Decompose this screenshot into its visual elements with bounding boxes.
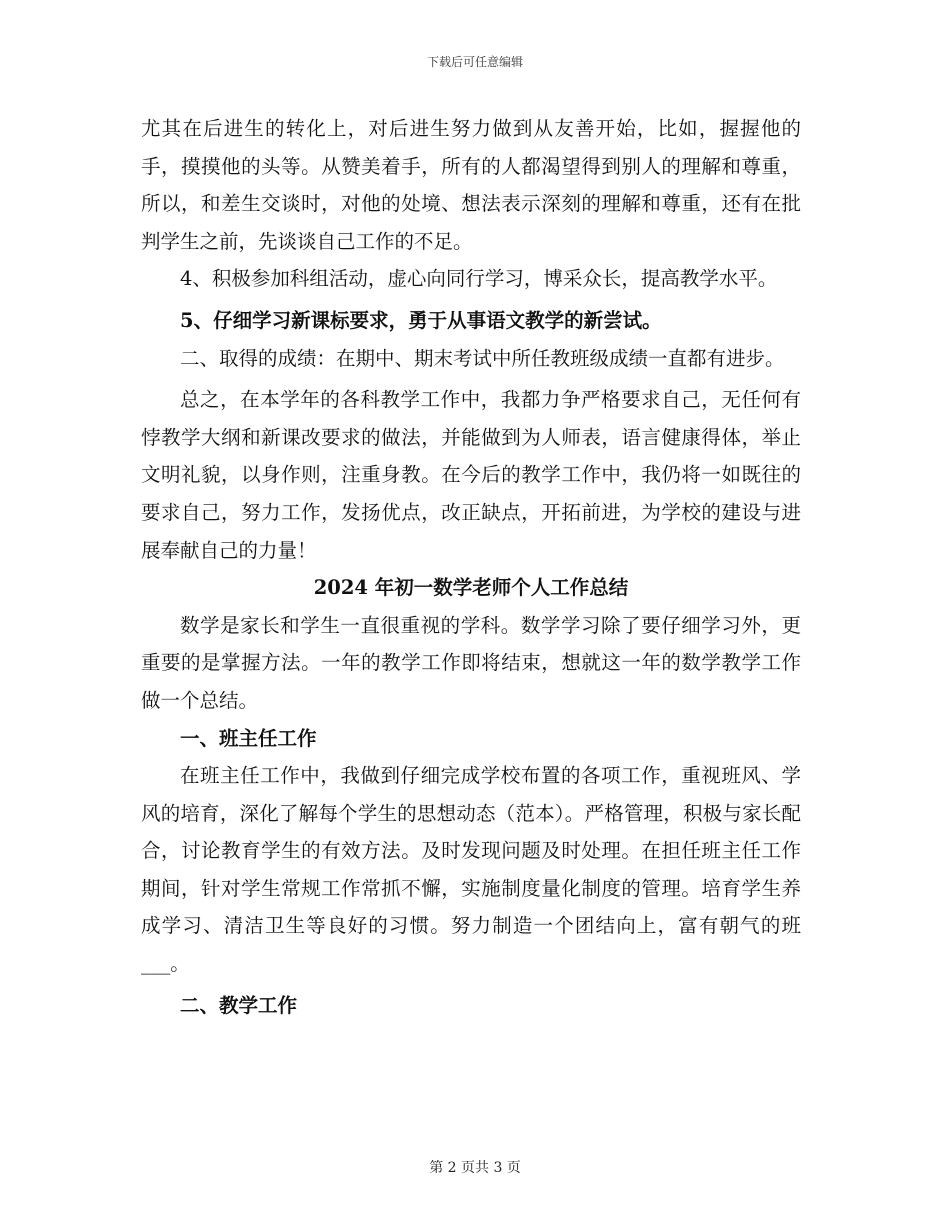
- section-title: 2024 年初一数学老师个人工作总结: [313, 576, 629, 600]
- paragraph-item-5: 5、仔细学习新课标要求，勇于从事语文教学的新尝试。: [180, 308, 662, 332]
- document-body: [141, 110, 801, 1024]
- paragraph-class-teacher: 在班主任工作中，我做到仔细完成学校布置的各项工作，重视班风、学风的培育，深化了解每个学生的思想动态（范本）。严格管理，积极与家长配合，讨论教育学生的有效方法。及时发现问题及时处理。在担任班主任工作期间，针对学生常规工作常抓不懈，实施制度量化制度的管理。培育学生养成学习、清洁卫生等良好的习惯。努力制造一个团结向上，富有朝气的班___。: [141, 764, 801, 976]
- paragraph-item-4: 4、积极参加科组活动，虚心向同行学习，博采众长，提高教学水平。: [180, 267, 778, 291]
- paragraph-transformation: 尤其在后进生的转化上，对后进生努力做到从友善开始，比如，握握他的手，摸摸他的头等。从赞美着手，所有的人都渴望得到别人的理解和尊重，所以，和差生交谈时，对他的处境、想法表示深刻的理解和尊重，还有在批判学生之前，先谈谈自己工作的不足。: [141, 117, 801, 253]
- page-footer: 第 2 页共 3 页: [429, 1160, 521, 1176]
- heading-teaching: 二、教学工作: [180, 993, 298, 1017]
- heading-class-teacher: 一、班主任工作: [180, 726, 317, 750]
- page-header: 下载后可任意编辑: [426, 55, 523, 69]
- paragraph-achievements: 二、取得的成绩：在期中、期末考试中所任教班级成绩一直都有进步。: [180, 346, 785, 370]
- paragraph-summary: 总之，在本学年的各科教学工作中，我都力争严格要求自己，无任何有悖教学大纲和新课改要求的做法，并能做到为人师表，语言健康得体，举止文明礼貌，以身作则，注重身教。在今后的教学工作中，我仍将一如既往的要求自己，努力工作，发扬优点，改正缺点，开拓前进，为学校的建设与进展奉献自己的力量！: [141, 388, 801, 562]
- paragraph-intro: 数学是家长和学生一直很重视的学科。数学学习除了要仔细学习外，更重要的是掌握方法。一年的教学工作即将结束，想就这一年的数学教学工作做一个总结。: [141, 613, 801, 712]
